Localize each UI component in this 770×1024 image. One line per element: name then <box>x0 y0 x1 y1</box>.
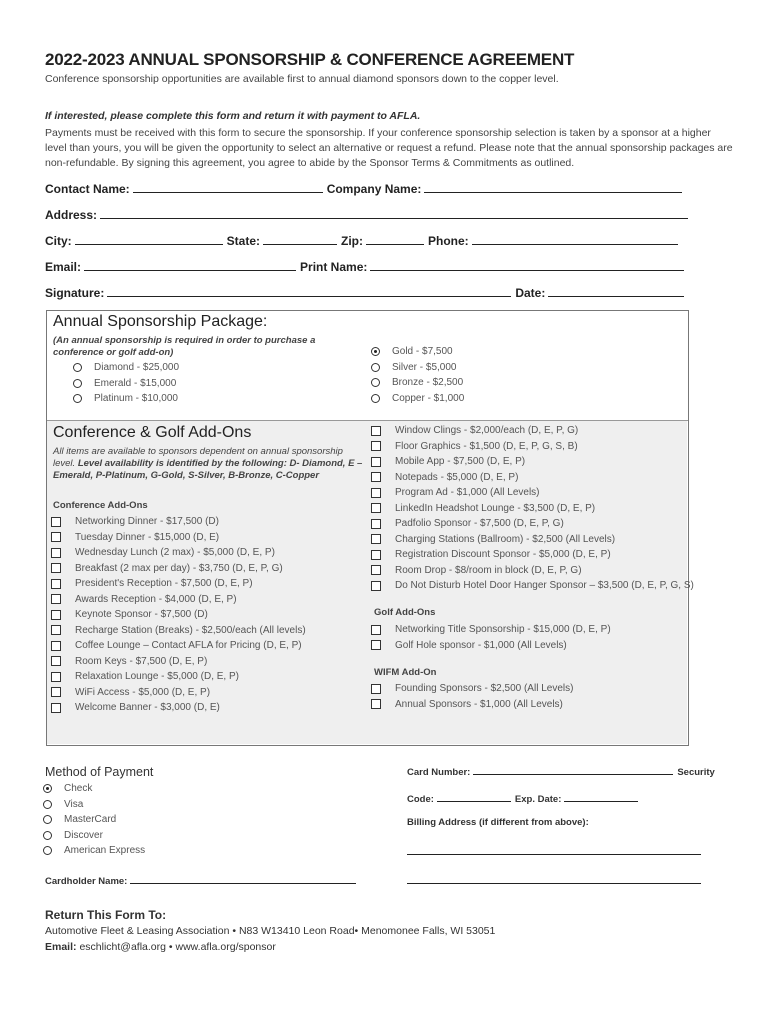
checkbox[interactable] <box>51 594 61 604</box>
checkbox[interactable] <box>51 610 61 620</box>
card-number-row <box>407 764 715 778</box>
payment-method-label: American Express <box>64 845 146 857</box>
item-label: Charging Stations (Ballroom) - $2,500 (All Levels) <box>395 533 616 545</box>
email-label: Email: <box>45 260 82 274</box>
checkbox[interactable] <box>51 656 61 666</box>
checkbox[interactable] <box>371 457 381 467</box>
checkbox[interactable] <box>371 550 381 560</box>
payment-method-label: Visa <box>64 798 84 810</box>
wifm-addon-heading: WIFM Add-On <box>374 667 437 678</box>
city-row <box>45 234 682 248</box>
radio-button[interactable] <box>73 379 82 388</box>
annual-option[interactable] <box>371 344 464 360</box>
checkbox[interactable] <box>371 684 381 694</box>
annual-option[interactable] <box>371 360 464 376</box>
checkbox[interactable] <box>51 563 61 573</box>
conference-addon-item[interactable] <box>51 514 306 530</box>
conference-addons-list <box>51 514 306 716</box>
item-label: WiFi Access - $5,000 (D, E, P) <box>75 686 211 698</box>
checkbox[interactable] <box>371 488 381 498</box>
code-exp-row <box>407 791 642 805</box>
checkbox[interactable] <box>371 519 381 529</box>
addon-item[interactable] <box>371 485 694 501</box>
phone-label: Phone: <box>428 234 469 248</box>
checkbox[interactable] <box>371 441 381 451</box>
return-email-text: eschlicht@afla.org • www.afla.org/sponsor <box>79 941 276 953</box>
checkbox[interactable] <box>371 625 381 635</box>
section-divider <box>47 420 688 421</box>
addon-item[interactable] <box>371 578 694 594</box>
option-label: Diamond - $25,000 <box>94 362 180 374</box>
wifm-addon-item[interactable] <box>371 697 573 713</box>
payment-method-option[interactable] <box>43 812 145 828</box>
return-title: Return This Form To: <box>45 908 167 922</box>
conference-addon-item[interactable] <box>51 623 306 639</box>
option-label: Platinum - $10,000 <box>94 393 178 405</box>
item-label: Keynote Sponsor - $7,500 (D) <box>75 609 208 621</box>
addon-item[interactable] <box>371 516 694 532</box>
option-label: Emerald - $15,000 <box>94 377 177 389</box>
item-label: Welcome Banner - $3,000 (D, E) <box>75 702 220 714</box>
radio-button[interactable] <box>43 800 52 809</box>
radio-button[interactable] <box>371 378 380 387</box>
radio-button[interactable] <box>43 815 52 824</box>
item-label: Relaxation Lounge - $5,000 (D, E, P) <box>75 671 239 683</box>
option-label: Copper - $1,000 <box>392 392 465 404</box>
conference-addon-item[interactable] <box>51 700 306 716</box>
checkbox[interactable] <box>51 641 61 651</box>
zip-label: Zip: <box>341 234 364 248</box>
cardholder-row <box>45 873 360 887</box>
item-label: Window Clings - $2,000/each (D, E, P, G) <box>395 425 579 437</box>
date-label: Date: <box>515 286 546 300</box>
conference-addons-heading: Conference Add-Ons <box>53 500 148 511</box>
cardholder-label: Cardholder Name: <box>45 876 128 887</box>
annual-option[interactable] <box>371 391 464 407</box>
item-label: Wednesday Lunch (2 max) - $5,000 (D, E, P) <box>75 547 275 559</box>
return-email-row <box>45 941 276 953</box>
exp-date-label: Exp. Date: <box>514 794 562 805</box>
radio-button-selected[interactable] <box>43 784 52 793</box>
item-label: LinkedIn Headshot Lounge - $3,500 (D, E, P) <box>395 502 596 514</box>
addons-note <box>53 446 363 482</box>
item-label: Do Not Disturb Hotel Door Hanger Sponsor – $3,500 (D, E, P, G, S) <box>395 580 694 592</box>
item-label: Coffee Lounge – Contact AFLA for Pricing (D, E, P) <box>75 640 302 652</box>
email-label-bold: Email: <box>45 941 77 953</box>
company-name-field[interactable] <box>424 182 682 193</box>
checkbox[interactable] <box>51 687 61 697</box>
checkbox[interactable] <box>371 426 381 436</box>
addon-item[interactable] <box>371 501 694 517</box>
item-label: Room Keys - $7,500 (D, E, P) <box>75 655 208 667</box>
option-label: Silver - $5,000 <box>392 361 457 373</box>
billing-address-line-2[interactable] <box>407 883 701 884</box>
address-label: Address: <box>45 208 98 222</box>
signature-label: Signature: <box>45 286 105 300</box>
item-label: Padfolio Sponsor - $7,500 (D, E, P, G) <box>395 518 564 530</box>
city-field[interactable] <box>75 234 223 245</box>
golf-addon-item[interactable] <box>371 638 611 654</box>
checkbox[interactable] <box>371 640 381 650</box>
payment-methods-list <box>43 781 145 859</box>
conference-addon-item[interactable] <box>51 669 306 685</box>
addon-item[interactable] <box>371 439 694 455</box>
annual-option[interactable] <box>73 360 179 376</box>
checkbox[interactable] <box>371 581 381 591</box>
radio-button[interactable] <box>371 363 380 372</box>
checkbox[interactable] <box>371 699 381 709</box>
instructions-heading: If interested, please complete this form and return it with payment to AFLA. <box>45 110 421 122</box>
page-title: 2022-2023 ANNUAL SPONSORSHIP & CONFERENCE AGREEMENT <box>45 50 575 69</box>
checkbox[interactable] <box>51 532 61 542</box>
radio-button[interactable] <box>371 394 380 403</box>
conference-addon-item[interactable] <box>51 654 306 670</box>
item-label: Awards Reception - $4,000 (D, E, P) <box>75 593 237 605</box>
conference-addon-item[interactable] <box>51 685 306 701</box>
addon-item[interactable] <box>371 563 694 579</box>
security-label: Security <box>677 767 715 778</box>
more-addons-list <box>371 423 694 594</box>
wifm-addon-item[interactable] <box>371 681 573 697</box>
item-label: Annual Sponsors - $1,000 (All Levels) <box>395 698 563 710</box>
payment-method-option[interactable] <box>43 797 145 813</box>
zip-field[interactable] <box>366 234 424 245</box>
conference-addon-item[interactable] <box>51 638 306 654</box>
state-label: State: <box>226 234 261 248</box>
payment-method-label: MasterCard <box>64 814 117 826</box>
payment-method-option[interactable] <box>43 781 145 797</box>
annual-option[interactable] <box>371 375 464 391</box>
radio-button[interactable] <box>73 394 82 403</box>
code-label: Code: <box>407 794 434 805</box>
golf-addon-item[interactable] <box>371 622 611 638</box>
annual-right-options <box>371 344 464 406</box>
item-label: Networking Dinner - $17,500 (D) <box>75 516 219 528</box>
golf-addons-heading: Golf Add-Ons <box>374 607 436 618</box>
annual-left-options <box>73 360 179 407</box>
address-row <box>45 208 692 222</box>
billing-address-line-1[interactable] <box>407 854 701 855</box>
card-number-label: Card Number: <box>407 767 471 778</box>
addon-item[interactable] <box>371 470 694 486</box>
checkbox[interactable] <box>51 625 61 635</box>
item-label: Room Drop - $8/room in block (D, E, P, G) <box>395 564 582 576</box>
checkbox[interactable] <box>51 548 61 558</box>
signature-field[interactable] <box>107 286 511 297</box>
radio-button[interactable] <box>43 831 52 840</box>
item-label: Golf Hole sponsor - $1,000 (All Levels) <box>395 639 567 651</box>
addons-note-plain: All items are available to sponsors dependent on annual sponsorship level. <box>53 446 343 469</box>
item-label: Registration Discount Sponsor - $5,000 (D, E, P) <box>395 549 611 561</box>
item-label: Mobile App - $7,500 (D, E, P) <box>395 456 526 468</box>
address-field[interactable] <box>100 208 688 219</box>
conference-addon-item[interactable] <box>51 607 306 623</box>
option-label: Gold - $7,500 <box>392 346 453 358</box>
company-name-label: Company Name: <box>326 182 422 196</box>
checkbox[interactable] <box>51 517 61 527</box>
addon-item[interactable] <box>371 423 694 439</box>
annual-package-note: (An annual sponsorship is required in order to purchase a conference or golf add-on) <box>53 335 316 358</box>
payment-method-option[interactable] <box>43 843 145 859</box>
city-label: City: <box>45 234 72 248</box>
cardholder-field[interactable] <box>130 873 356 884</box>
radio-button[interactable] <box>73 363 82 372</box>
checkbox[interactable] <box>51 579 61 589</box>
item-label: Notepads - $5,000 (D, E, P) <box>395 471 519 483</box>
email-row <box>45 260 688 274</box>
checkbox[interactable] <box>51 703 61 713</box>
print-name-label: Print Name: <box>300 260 368 274</box>
radio-button-selected[interactable] <box>371 347 380 356</box>
checkbox[interactable] <box>371 503 381 513</box>
payment-method-label: Check <box>64 783 93 795</box>
conference-addon-item[interactable] <box>51 530 306 546</box>
billing-address-label: Billing Address (if different from above): <box>407 817 589 828</box>
item-label: Networking Title Sponsorship - $15,000 (D, E, P) <box>395 624 611 636</box>
card-number-field[interactable] <box>473 764 673 775</box>
option-label: Bronze - $2,500 <box>392 377 464 389</box>
print-name-field[interactable] <box>370 260 684 271</box>
annual-option[interactable] <box>73 391 179 407</box>
date-field[interactable] <box>548 286 684 297</box>
payment-terms: Payments must be received with this form to secure the sponsorship. If your conference sponsorship selection is taken by a sponsor at a higher level than yours, you will be given the opportunity to select an alternative or request a refund. Please note that the annual sponsorship packages are non-refundable. By signing this agreement, you agree to abide by the Sponsor Terms & Commitments as outlined. <box>45 127 733 169</box>
addon-item[interactable] <box>371 454 694 470</box>
wifm-addons-list <box>371 681 573 712</box>
payment-method-option[interactable] <box>43 828 145 844</box>
state-field[interactable] <box>263 234 337 245</box>
addons-note-levels: Level availability is identified by the following: D- Diamond, E – Emerald, P-Platinum, G-Gold, S-Silver, B-Bronze, C-Copper <box>53 458 363 481</box>
contact-name-field[interactable] <box>133 182 323 193</box>
email-field[interactable] <box>84 260 296 271</box>
conference-addon-item[interactable] <box>51 592 306 608</box>
signature-row <box>45 286 688 300</box>
item-label: Founding Sponsors - $2,500 (All Levels) <box>395 683 574 695</box>
checkbox[interactable] <box>51 672 61 682</box>
item-label: Recharge Station (Breaks) - $2,500/each (All levels) <box>75 624 306 636</box>
checkbox[interactable] <box>371 565 381 575</box>
addons-title: Conference & Golf Add-Ons <box>53 424 252 441</box>
contact-name-label: Contact Name: <box>45 182 130 196</box>
item-label: Tuesday Dinner - $15,000 (D, E) <box>75 531 220 543</box>
intro-text: Conference sponsorship opportunities are available first to annual diamond sponsors down to the copper level. <box>45 73 559 85</box>
return-address: Automotive Fleet & Leasing Association • N83 W13410 Leon Road• Menomonee Falls, WI 53051 <box>45 925 496 937</box>
checkbox[interactable] <box>371 534 381 544</box>
checkbox[interactable] <box>371 472 381 482</box>
addon-item[interactable] <box>371 532 694 548</box>
code-field[interactable] <box>437 791 511 802</box>
conference-addon-item[interactable] <box>51 545 306 561</box>
contact-row <box>45 182 686 196</box>
annual-package-title: Annual Sponsorship Package: <box>53 313 268 330</box>
phone-field[interactable] <box>472 234 678 245</box>
addon-item[interactable] <box>371 547 694 563</box>
item-label: Breakfast (2 max per day) - $3,750 (D, E, P, G) <box>75 562 283 574</box>
item-label: Program Ad - $1,000 (All Levels) <box>395 487 540 499</box>
item-label: President's Reception - $7,500 (D, E, P) <box>75 578 253 590</box>
payment-method-label: Discover <box>64 829 103 841</box>
conference-addon-item[interactable] <box>51 576 306 592</box>
radio-button[interactable] <box>43 846 52 855</box>
item-label: Floor Graphics - $1,500 (D, E, P, G, S, B) <box>395 440 578 452</box>
golf-addons-list <box>371 622 611 653</box>
annual-option[interactable] <box>73 376 179 392</box>
conference-addon-item[interactable] <box>51 561 306 577</box>
payment-method-title: Method of Payment <box>45 765 154 779</box>
exp-date-field[interactable] <box>564 791 638 802</box>
